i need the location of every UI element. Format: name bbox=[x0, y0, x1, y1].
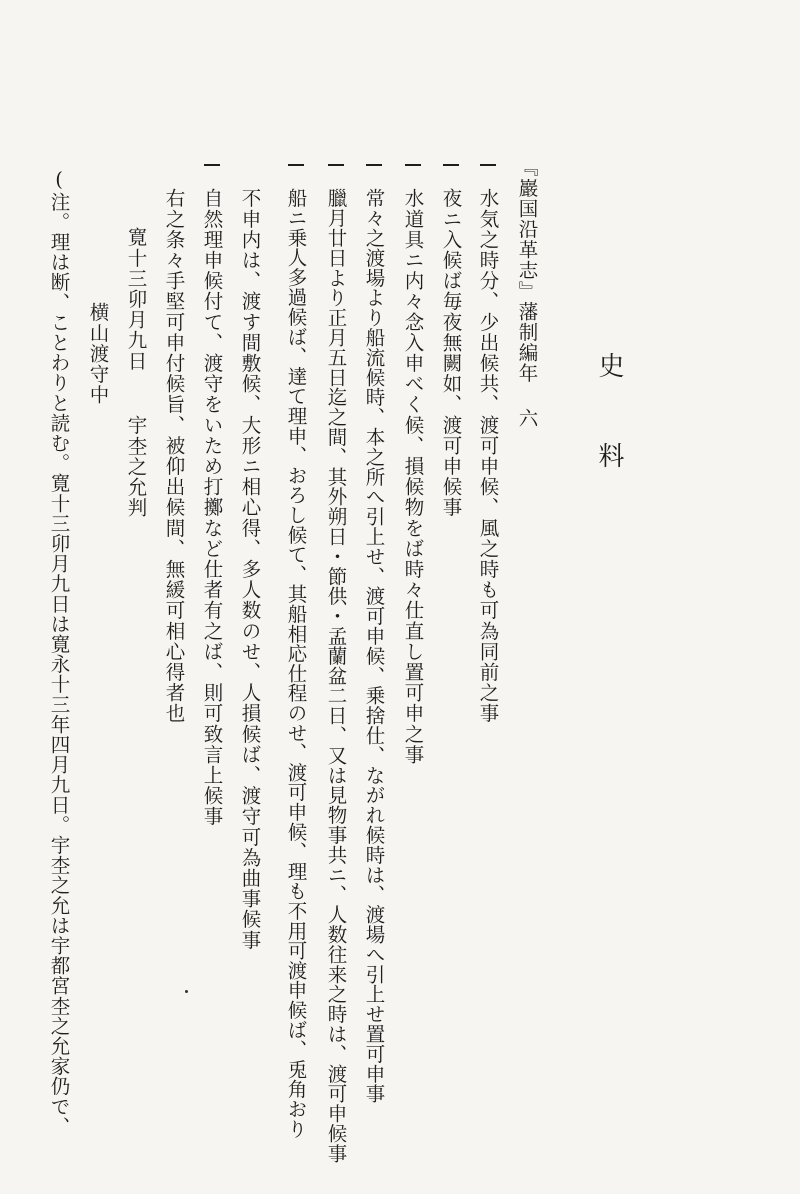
speck-mark bbox=[185, 990, 188, 993]
item-line: 水気之時分、少出候共、渡可申候、風之時も可為同前之事 bbox=[476, 188, 500, 724]
note-line: (注。理は断、ことわりと読む。寛十三卯月九日は寛永十三年四月九日。宇杢之允は宇都宮杢之允家仍で、 bbox=[47, 168, 71, 1137]
source-citation: 『巖国沿革志』藩制編年 六 bbox=[515, 157, 539, 429]
item-line: 水道具ニ内々念入申べく候、損候物をば時々仕直し置可申之事 bbox=[401, 188, 425, 765]
item-line: 臘月廿日より正月五日迄之間、其外朔日・節供・孟蘭盆二日、又は見物事共ニ、人数往来之時は、渡可申候事 bbox=[324, 188, 348, 1164]
item-bullet bbox=[288, 164, 304, 166]
item-line: 常々之渡場より船流候時、本之所へ引上せ、渡可申候、乗捨仕、ながれ候時は、渡場へ引上せ置可申事 bbox=[362, 188, 386, 1104]
item-line: 不申内は、渡す間敷候、大形ニ相心得、多人数のせ、人損候ば、渡守可為曲事候事 bbox=[238, 188, 262, 951]
item-bullet bbox=[443, 164, 459, 166]
item-line: 夜ニ入候ば毎夜無闕如、渡可申候事 bbox=[439, 188, 463, 518]
item-line: 船ニ乗人多過候ば、達て理申、おろし候て、其船相応仕程のせ、渡可申候、理も不用可渡申候ば、兎角おり bbox=[284, 188, 308, 1139]
document-date: 寛十三卯月九日 bbox=[124, 227, 148, 372]
item-bullet bbox=[480, 164, 496, 166]
addressee: 横山渡守中 bbox=[86, 302, 110, 405]
item-bullet bbox=[328, 164, 344, 166]
page-title: 史料 bbox=[594, 352, 624, 532]
item-bullet bbox=[204, 164, 220, 166]
closing-line: 右之条々手堅可申付候旨、被仰出候間、無緩可相心得者也 bbox=[162, 188, 186, 724]
item-bullet bbox=[405, 164, 421, 166]
signer: 宇杢之允判 bbox=[124, 415, 148, 518]
item-line: 自然理申候付て、渡守をいため打擲など仕者有之ば、則可致言上候事 bbox=[200, 188, 224, 827]
item-bullet bbox=[366, 164, 382, 166]
